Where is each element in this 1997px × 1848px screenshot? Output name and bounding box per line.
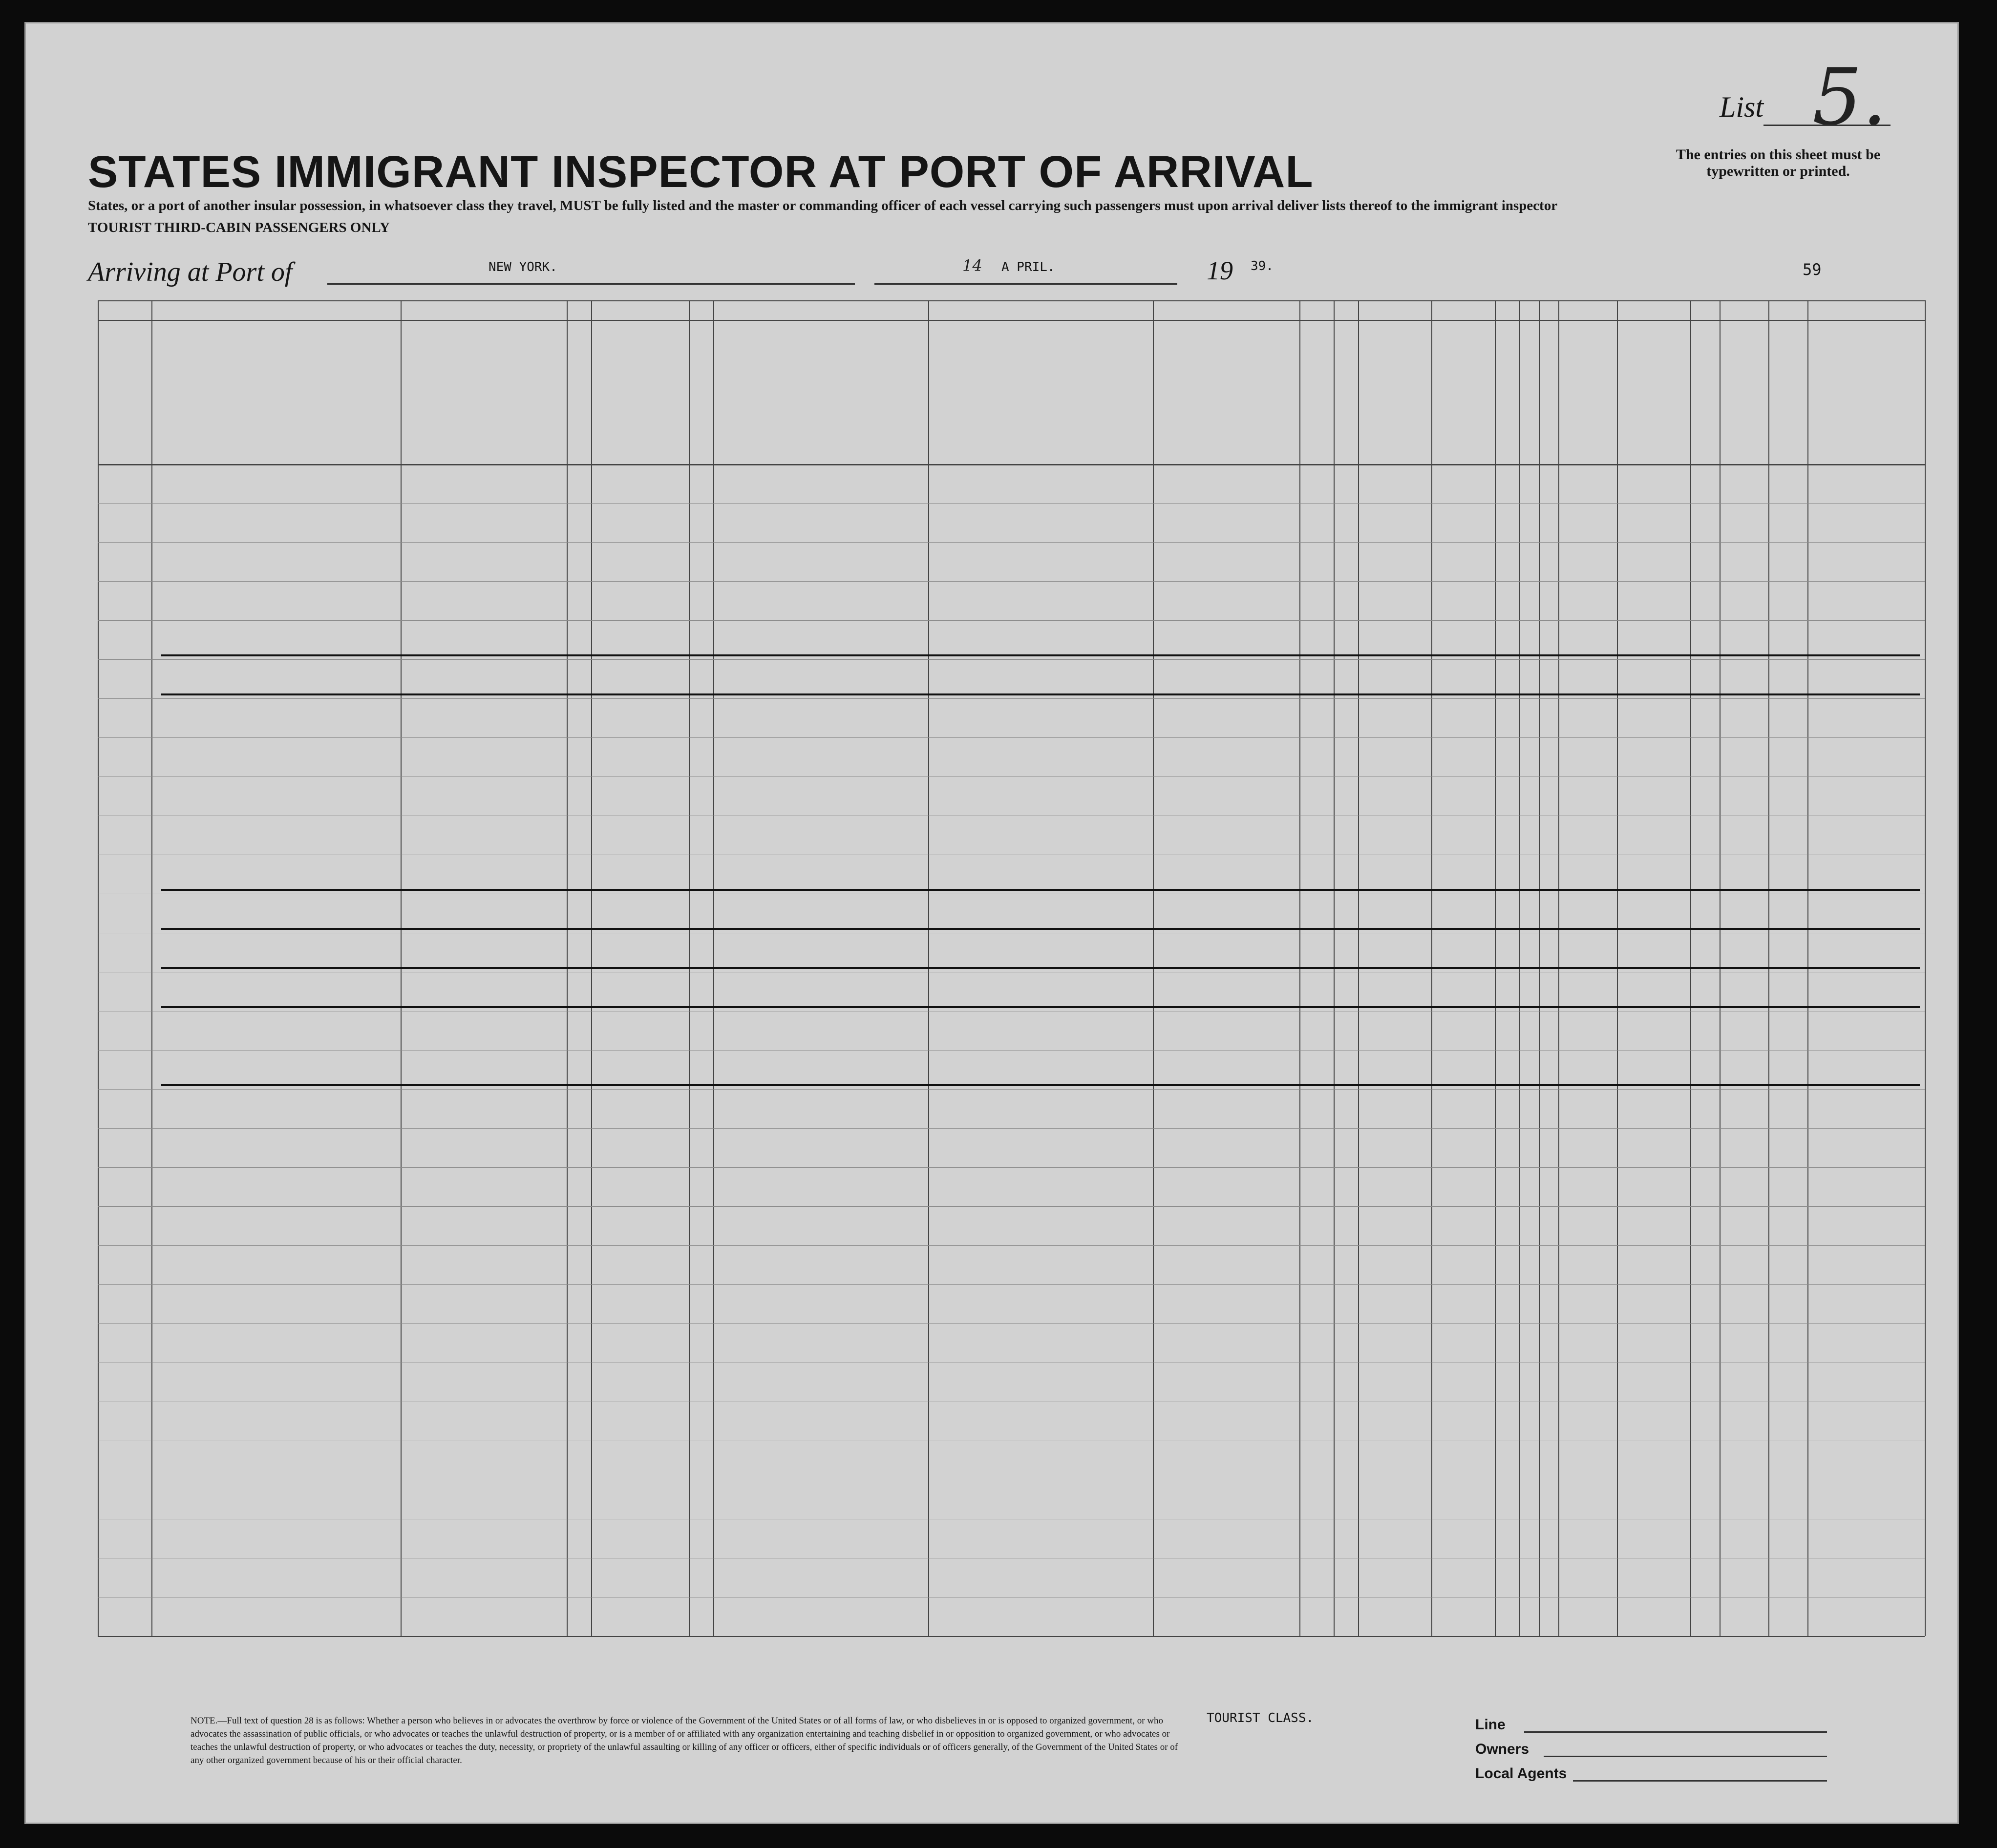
subtitle-line-1: States, or a port of another insular possession, in whatsoever class they travel, MUST be fully listed and the master or commanding officer of each vessel carrying such passengers must upon arrival deliver lists thereof to the immigrant inspector bbox=[88, 198, 1558, 213]
local-agents-label: Local Agents bbox=[1475, 1765, 1567, 1782]
page-number: 59 bbox=[1803, 260, 1822, 279]
table-top-border bbox=[98, 300, 1925, 301]
strike-through-line bbox=[161, 693, 1920, 695]
arrival-year: 19 bbox=[1207, 256, 1233, 285]
row-line bbox=[98, 659, 1925, 660]
row-line bbox=[98, 1089, 1925, 1090]
list-label: List bbox=[1720, 91, 1764, 123]
page-title: STATES IMMIGRANT INSPECTOR AT PORT OF ARRIVAL bbox=[88, 147, 1314, 197]
row-line bbox=[98, 1284, 1925, 1285]
agents-signature-line bbox=[1573, 1780, 1827, 1782]
owners-label: Owners bbox=[1475, 1741, 1530, 1757]
tourist-class-label: TOURIST CLASS. bbox=[1207, 1711, 1314, 1725]
port-value: NEW YORK. bbox=[489, 260, 557, 274]
row-line bbox=[98, 1323, 1925, 1324]
row-line bbox=[98, 1167, 1925, 1168]
row-line bbox=[98, 620, 1925, 621]
subtitle-line-2: TOURIST THIRD-CABIN PASSENGERS ONLY bbox=[88, 220, 390, 235]
date-underline bbox=[874, 283, 1177, 285]
arriving-label: Arriving at Port of bbox=[88, 257, 293, 287]
column-number-border bbox=[98, 320, 1925, 321]
row-line bbox=[98, 1245, 1925, 1246]
typewritten-instructions: The entries on this sheet must be typewritten or printed. bbox=[1676, 147, 1881, 179]
arrival-year-suffix: 39. bbox=[1251, 259, 1274, 273]
line-signature-line bbox=[1524, 1731, 1827, 1733]
strike-through-line bbox=[161, 967, 1920, 969]
arrival-month: A PRIL. bbox=[1001, 260, 1055, 274]
question-28-note: NOTE.—Full text of question 28 is as follows: Whether a person who believes in or advocates the overthrow by force or violence of the Government of the United States or of all forms of law, or who disbelieves in or is opposed to organized government, or who advocates the assassination of public officials, or who advocates or teaches the unlawful destruction of property, or is a member of or affiliated with any organization entertaining and teaching disbelief in or opposition to organized government, or who advocates or teaches the unlawful destruction of property, or who advocates or teaches the duty, necessity, or propriety of the unlawful assaulting or killing of any officer or officers, either of specific individuals or of officers generally, of the Government of the United States or of any other organized government because of his or their official character. bbox=[191, 1716, 1178, 1765]
row-line bbox=[98, 542, 1925, 543]
row-line bbox=[98, 1128, 1925, 1129]
row-line bbox=[98, 737, 1925, 738]
list-underline bbox=[1763, 125, 1891, 126]
port-underline bbox=[327, 283, 855, 285]
owners-signature-line bbox=[1544, 1756, 1827, 1757]
strike-through-line bbox=[161, 1006, 1920, 1008]
line-label: Line bbox=[1475, 1717, 1506, 1733]
header-bottom-border bbox=[98, 464, 1925, 465]
list-number: 5. bbox=[1812, 51, 1887, 143]
column-line bbox=[151, 300, 152, 1636]
arrival-day: 14 bbox=[962, 256, 982, 275]
column-line bbox=[98, 300, 99, 1636]
strike-through-line bbox=[161, 1084, 1920, 1086]
row-line bbox=[98, 1206, 1925, 1207]
row-line bbox=[98, 503, 1925, 504]
table-bottom-border bbox=[98, 1636, 1925, 1637]
strike-through-line bbox=[161, 654, 1920, 656]
row-line bbox=[98, 698, 1925, 699]
manifest-sheet bbox=[24, 22, 1959, 1824]
strike-through-line bbox=[161, 928, 1920, 930]
strike-through-line bbox=[161, 889, 1920, 891]
column-line bbox=[1925, 300, 1926, 1636]
row-line bbox=[98, 581, 1925, 582]
